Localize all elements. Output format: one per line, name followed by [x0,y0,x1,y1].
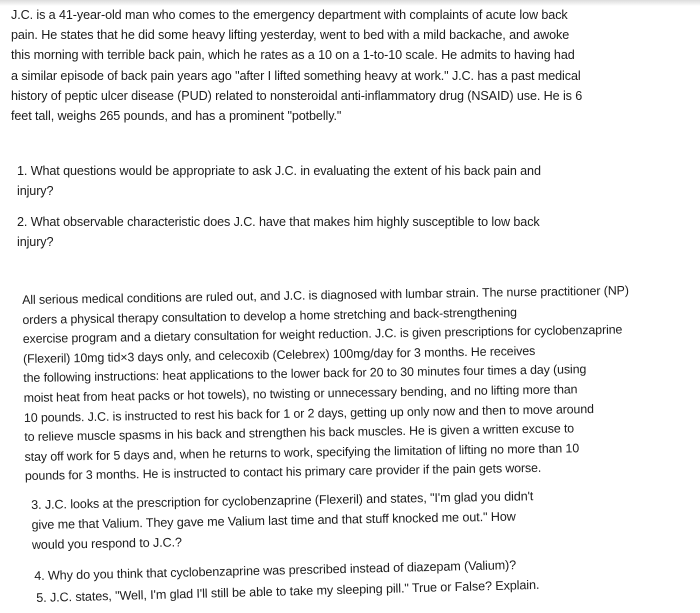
text-line: would you respond to J.C.? [31,535,182,553]
text-line: 4. Why do you think that cyclobenzaprine was prescribed instead of diazepam (Valium)? [34,558,517,583]
text-line: history of peptic ulcer disease (PUD) related to nonsteroidal anti-inflammatory drug (NSAID) use. He is 6 [11,88,583,103]
text-line: stay off work for 5 days and, when he returns to work, specifying the limitation of lifting no more than 10 [24,441,580,464]
text-line: give me that Valium. They gave me Valium last time and that stuff knocked me out." How [31,509,516,533]
text-line: moist heat from heat packs or hot towels), no twisting or unnecessary bending, and no lifting more than [23,382,578,405]
text-line: the following instructions: heat applications to the lower back for 20 to 30 minutes four times a day (using [23,362,587,386]
text-line: to relieve muscle spasms in his back and strengthen his back muscles. He is given a written excuse to [24,421,575,445]
text-line: (Flexeril) 10mg tid×3 days only, and celecoxib (Celebrex) 100mg/day for 3 months. He receives [22,343,536,366]
question-1 [17,161,541,201]
text-line: exercise program and a dietary consultation for weight reduction. J.C. is given prescriptions for cyclobenzaprine [22,322,623,347]
text-line: feet tall, weighs 265 pounds, and has a prominent "potbelly." [11,108,342,123]
text-line: 2. What observable characteristic does J.C. have that makes him highly susceptible to low back [17,215,540,229]
question-2 [17,212,540,252]
text-line: this morning with terrible back pain, which he rates as a 10 on a 1-to-10 scale. He admits to having had [11,48,575,63]
text-line: 3. J.C. looks at the prescription for cyclobenzaprine (Flexeril) and states, "I'm glad you didn't [31,489,534,512]
text-line: All serious medical conditions are ruled out, and J.C. is diagnosed with lumbar strain. The nurse practitioner (NP) [22,283,629,307]
question-3 [31,486,534,555]
diagnosis-paragraph [22,281,632,486]
case-intro-paragraph [11,5,582,126]
text-line: injury? [17,184,54,199]
text-line: pain. He states that he did some heavy lifting yesterday, went to bed with a mild backache, and awoke [11,28,570,43]
text-line: 5. J.C. states, "Well, I'm glad I'll still be able to take my sleeping pill." True or False? Explain. [36,577,540,605]
text-line: 10 pounds. J.C. is instructed to rest his back for 1 or 2 days, getting up only now and then to move around [23,401,594,425]
text-line: 1. What questions would be appropriate to ask J.C. in evaluating the extent of his back pain and [17,164,541,178]
text-line: injury? [17,235,54,250]
text-line: orders a physical therapy consultation to develop a home stretching and back-strengthening [22,304,518,327]
text-line: pounds for 3 months. He is instructed to contact his primary care provider if the pain gets worse. [24,461,542,484]
text-line: J.C. is a 41-year-old man who comes to the emergency department with complaints of acute low back [11,8,568,22]
text-line: a similar episode of back pain years ago "after I lifted something heavy at work." J.C. has a past medical [11,68,581,83]
